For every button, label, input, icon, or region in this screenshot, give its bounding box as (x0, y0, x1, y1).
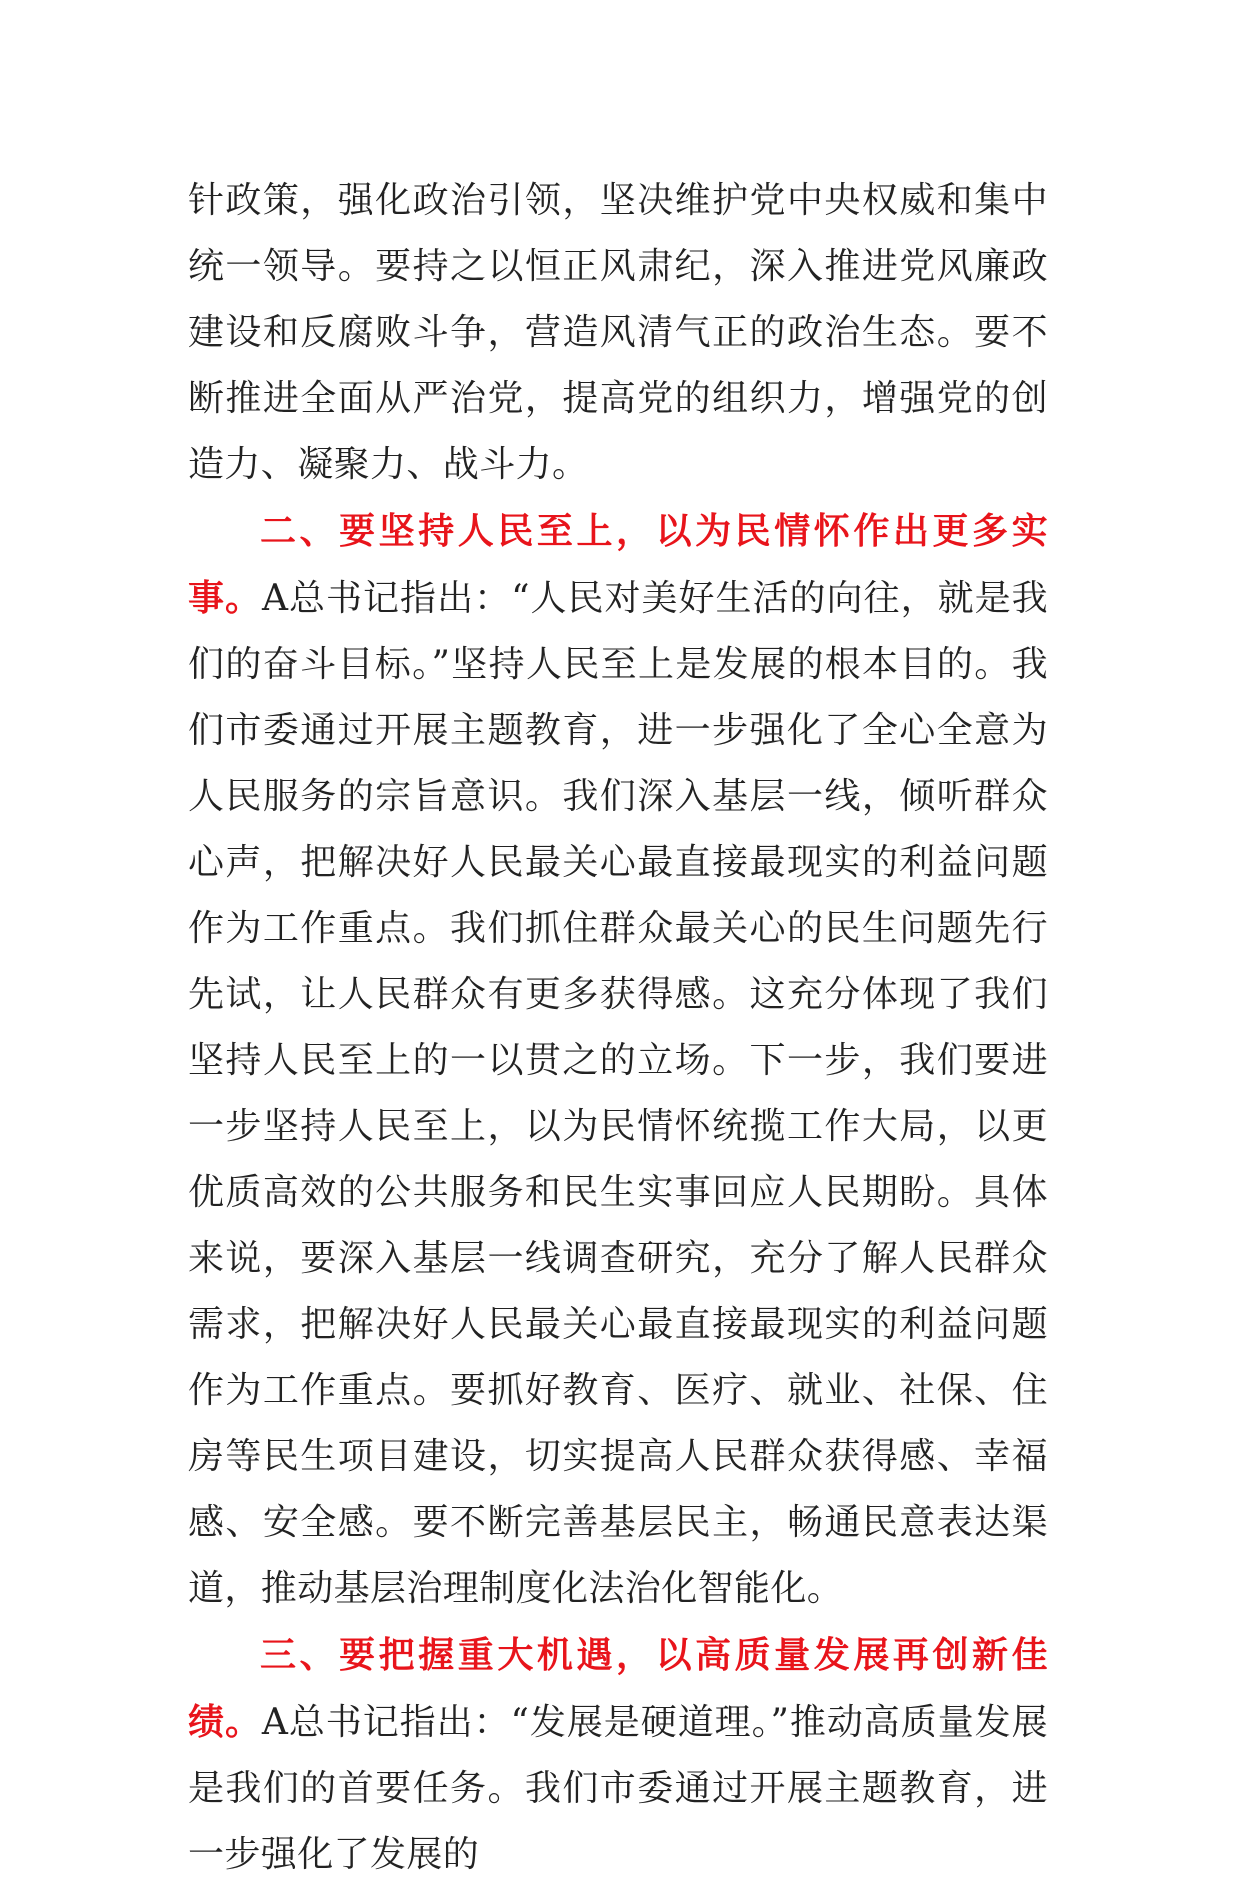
paragraph-text: A总书记指出：“人民对美好生活的向往，就是我们的奋斗目标。”坚持人民至上是发展的根本目的。我们市委通过开展主题教育，进一步强化了全心全意为人民服务的宗旨意识。我们深入基层一线，倾听群众心声，把解决好人民最关心最直接最现实的利益问题作为工作重点。我们抓住群众最关心的民生问题先行先试，让人民群众有更多获得感。这充分体现了我们坚持人民至上的一以贯之的立场。下一步，我们要进一步坚持人民至上，以为民情怀统揽工作大局，以更优质高效的公共服务和民生实事回应人民期盼。具体来说，要深入基层一线调查研究，充分了解人民群众需求，把解决好人民最关心最直接最现实的利益问题作为工作重点。要抓好教育、医疗、就业、社保、住房等民生项目建设，切实提高人民群众获得感、幸福感、安全感。要不断完善基层民主，畅通民意表达渠道，推动基层治理制度化法治化智能化。 (188, 578, 1049, 1609)
paragraph-text: A总书记指出：“发展是硬道理。”推动高质量发展是我们的首要任务。我们市委通过开展主题教育，进一步强化了发展的 (188, 1702, 1048, 1875)
paragraph-text: 针政策，强化政治引领，坚决维护党中央权威和集中统一领导。要持之以恒正风肃纪，深入推进党风廉政建设和反腐败斗争，营造风清气正的政治生态。要不断推进全面从严治党，提高党的组织力，增强党的创造力、凝聚力、战斗力。 (188, 180, 1048, 485)
paragraph-people-first (188, 498, 1048, 1622)
paragraph-continuation (188, 168, 1048, 498)
paragraph-high-quality-development (188, 1622, 1048, 1888)
section-heading-3: 三、要把握重大机遇，以高质量发展再创新佳绩。 (188, 1634, 1048, 1743)
document-body (188, 168, 1048, 1888)
section-heading-2: 二、要坚持人民至上，以为民情怀作出更多实事。 (188, 510, 1048, 619)
